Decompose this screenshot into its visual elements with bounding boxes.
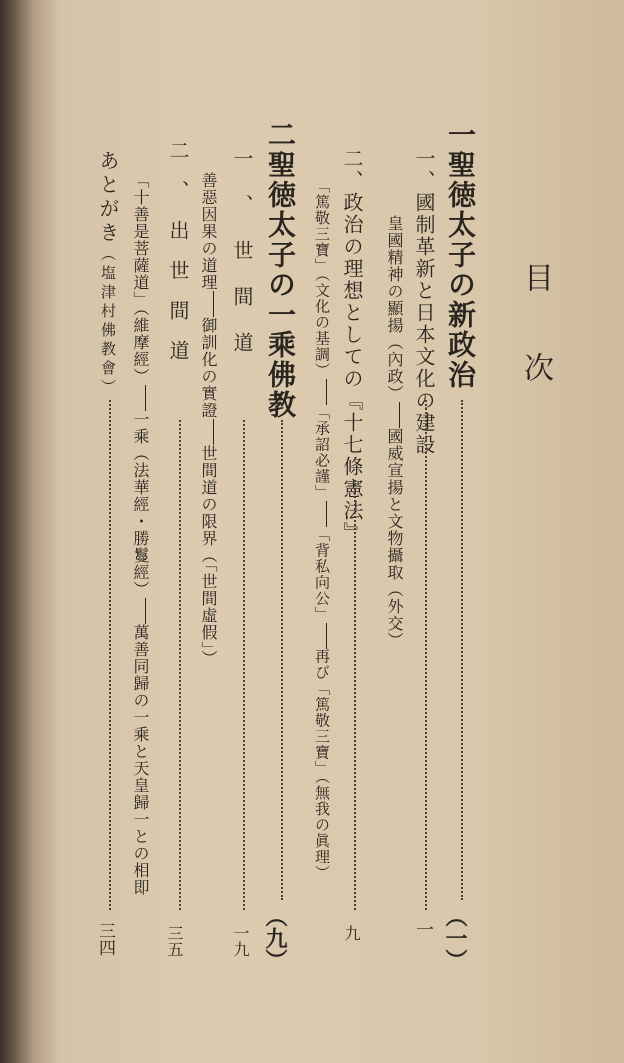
section-1-leader	[461, 400, 463, 900]
item-1-1-subtitle: 皇國精神の顯揚（內政）國威宣揚と文物攝取（外交）	[385, 215, 404, 649]
item-1-2-leader	[354, 480, 356, 910]
section-1-page: （一）	[442, 905, 468, 971]
toc-title: 目次	[518, 262, 553, 442]
afterword-page: 三四	[95, 922, 115, 956]
item-1-2-page: 九	[342, 925, 361, 941]
item-2-1-leader	[243, 420, 245, 910]
item-2-2-heading: 二、出世間道	[166, 140, 190, 380]
item-1-2-subtitle: 「篤敬三寶」（文化の基調）「承詔必謹」「背私向公」再び「篤敬三寶」（無我の眞理）	[313, 178, 331, 881]
item-1-1-page: 一	[413, 920, 434, 938]
item-2-1-heading: 一、世間道	[230, 148, 254, 378]
afterword-heading: あとがき（塩津村佛教會）	[96, 150, 120, 398]
item-2-2-subtitle: 「十善是菩薩道」（維摩經）一乘（法華經・勝鬘經）萬善同歸の一乘と天皇歸一との相即	[131, 172, 150, 896]
section-2-page: （九）	[262, 905, 288, 971]
item-2-1-subtitle: 善惡因果の道理御訓化の實證世間道の限界（「世間虛假」）	[199, 172, 218, 667]
item-1-1-leader	[425, 400, 427, 910]
afterword-leader	[109, 400, 111, 910]
item-2-1-page: 一九	[231, 925, 250, 957]
section-2-heading: 二聖徳太子の一乘佛教	[264, 120, 297, 420]
item-1-2-heading: 二、政治の理想としての『十七條憲法』	[340, 148, 364, 544]
section-1-heading: 一聖徳太子の新政治	[444, 120, 477, 390]
item-2-2-leader	[179, 420, 181, 910]
item-1-1-heading: 一、國制革新と日本文化の建設	[412, 148, 436, 456]
item-2-2-page: 三五	[165, 925, 184, 957]
section-2-leader	[281, 420, 283, 900]
